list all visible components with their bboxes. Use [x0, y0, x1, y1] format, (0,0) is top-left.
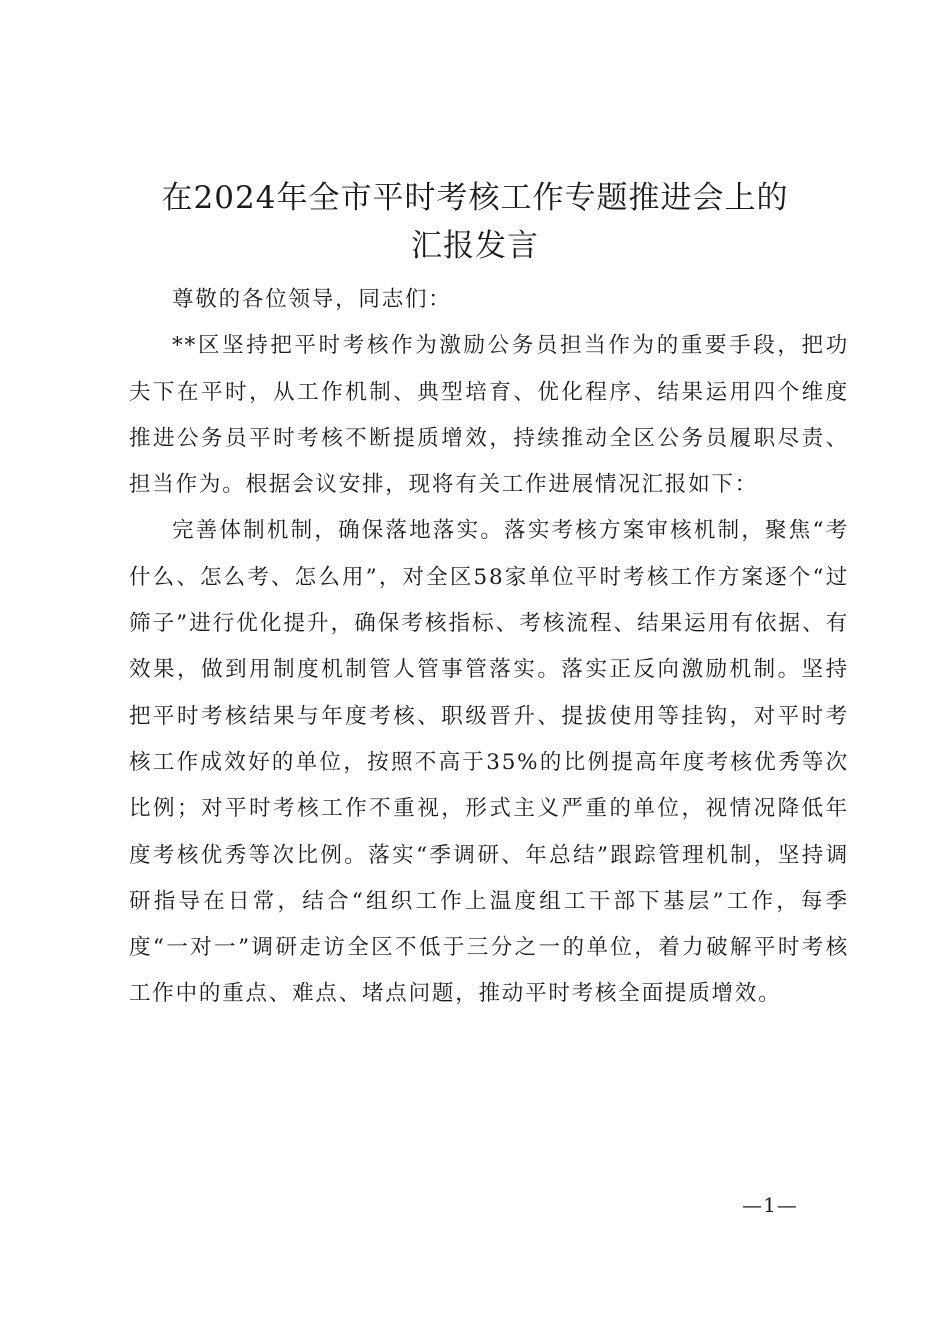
salutation: 尊敬的各位领导，同志们：	[172, 287, 452, 312]
document-title	[120, 174, 830, 270]
page-number: —1—	[742, 1193, 798, 1217]
paragraph-mechanism: 完善体制机制，确保落地落实。落实考核方案审核机制，聚焦“考什么、怎么考、怎么用”，对全区58家单位平时考核工作方案逐个“过筛子”进行优化提升，确保考核指标、考核流程、结果运用有依据、有效果，做到用制度机制管人管事管落实。落实正反向激励机制。坚持把平时考核结果与年度考核、职级晋升、提拔使用等挂钩，对平时考核工作成效好的单位，按照不高于35%的比例提高年度考核优秀等次比例；对平时考核工作不重视，形式主义严重的单位，视情况降低年度考核优秀等次比例。落实“季调研、年总结”跟踪管理机制，坚持调研指导在日常，结合“组织工作上温度组工干部下基层”工作，每季度“一对一”调研走访全区不低于三分之一的单位，着力破解平时考核工作中的重点、难点、堵点问题，推动平时考核全面提质增效。	[129, 518, 849, 1007]
paragraph-intro: **区坚持把平时考核作为激励公务员担当作为的重要手段，把功夫下在平时，从工作机制、典型培育、优化程序、结果运用四个维度推进公务员平时考核不断提质增效，持续推动全区公务员履职尽责、担当作为。根据会议安排，现将有关工作进展情况汇报如下：	[129, 333, 849, 498]
document-body	[129, 277, 849, 1018]
title-line-1: 在2024年全市平时考核工作专题推进会上的	[161, 180, 789, 216]
title-line-2: 汇报发言	[411, 228, 539, 264]
